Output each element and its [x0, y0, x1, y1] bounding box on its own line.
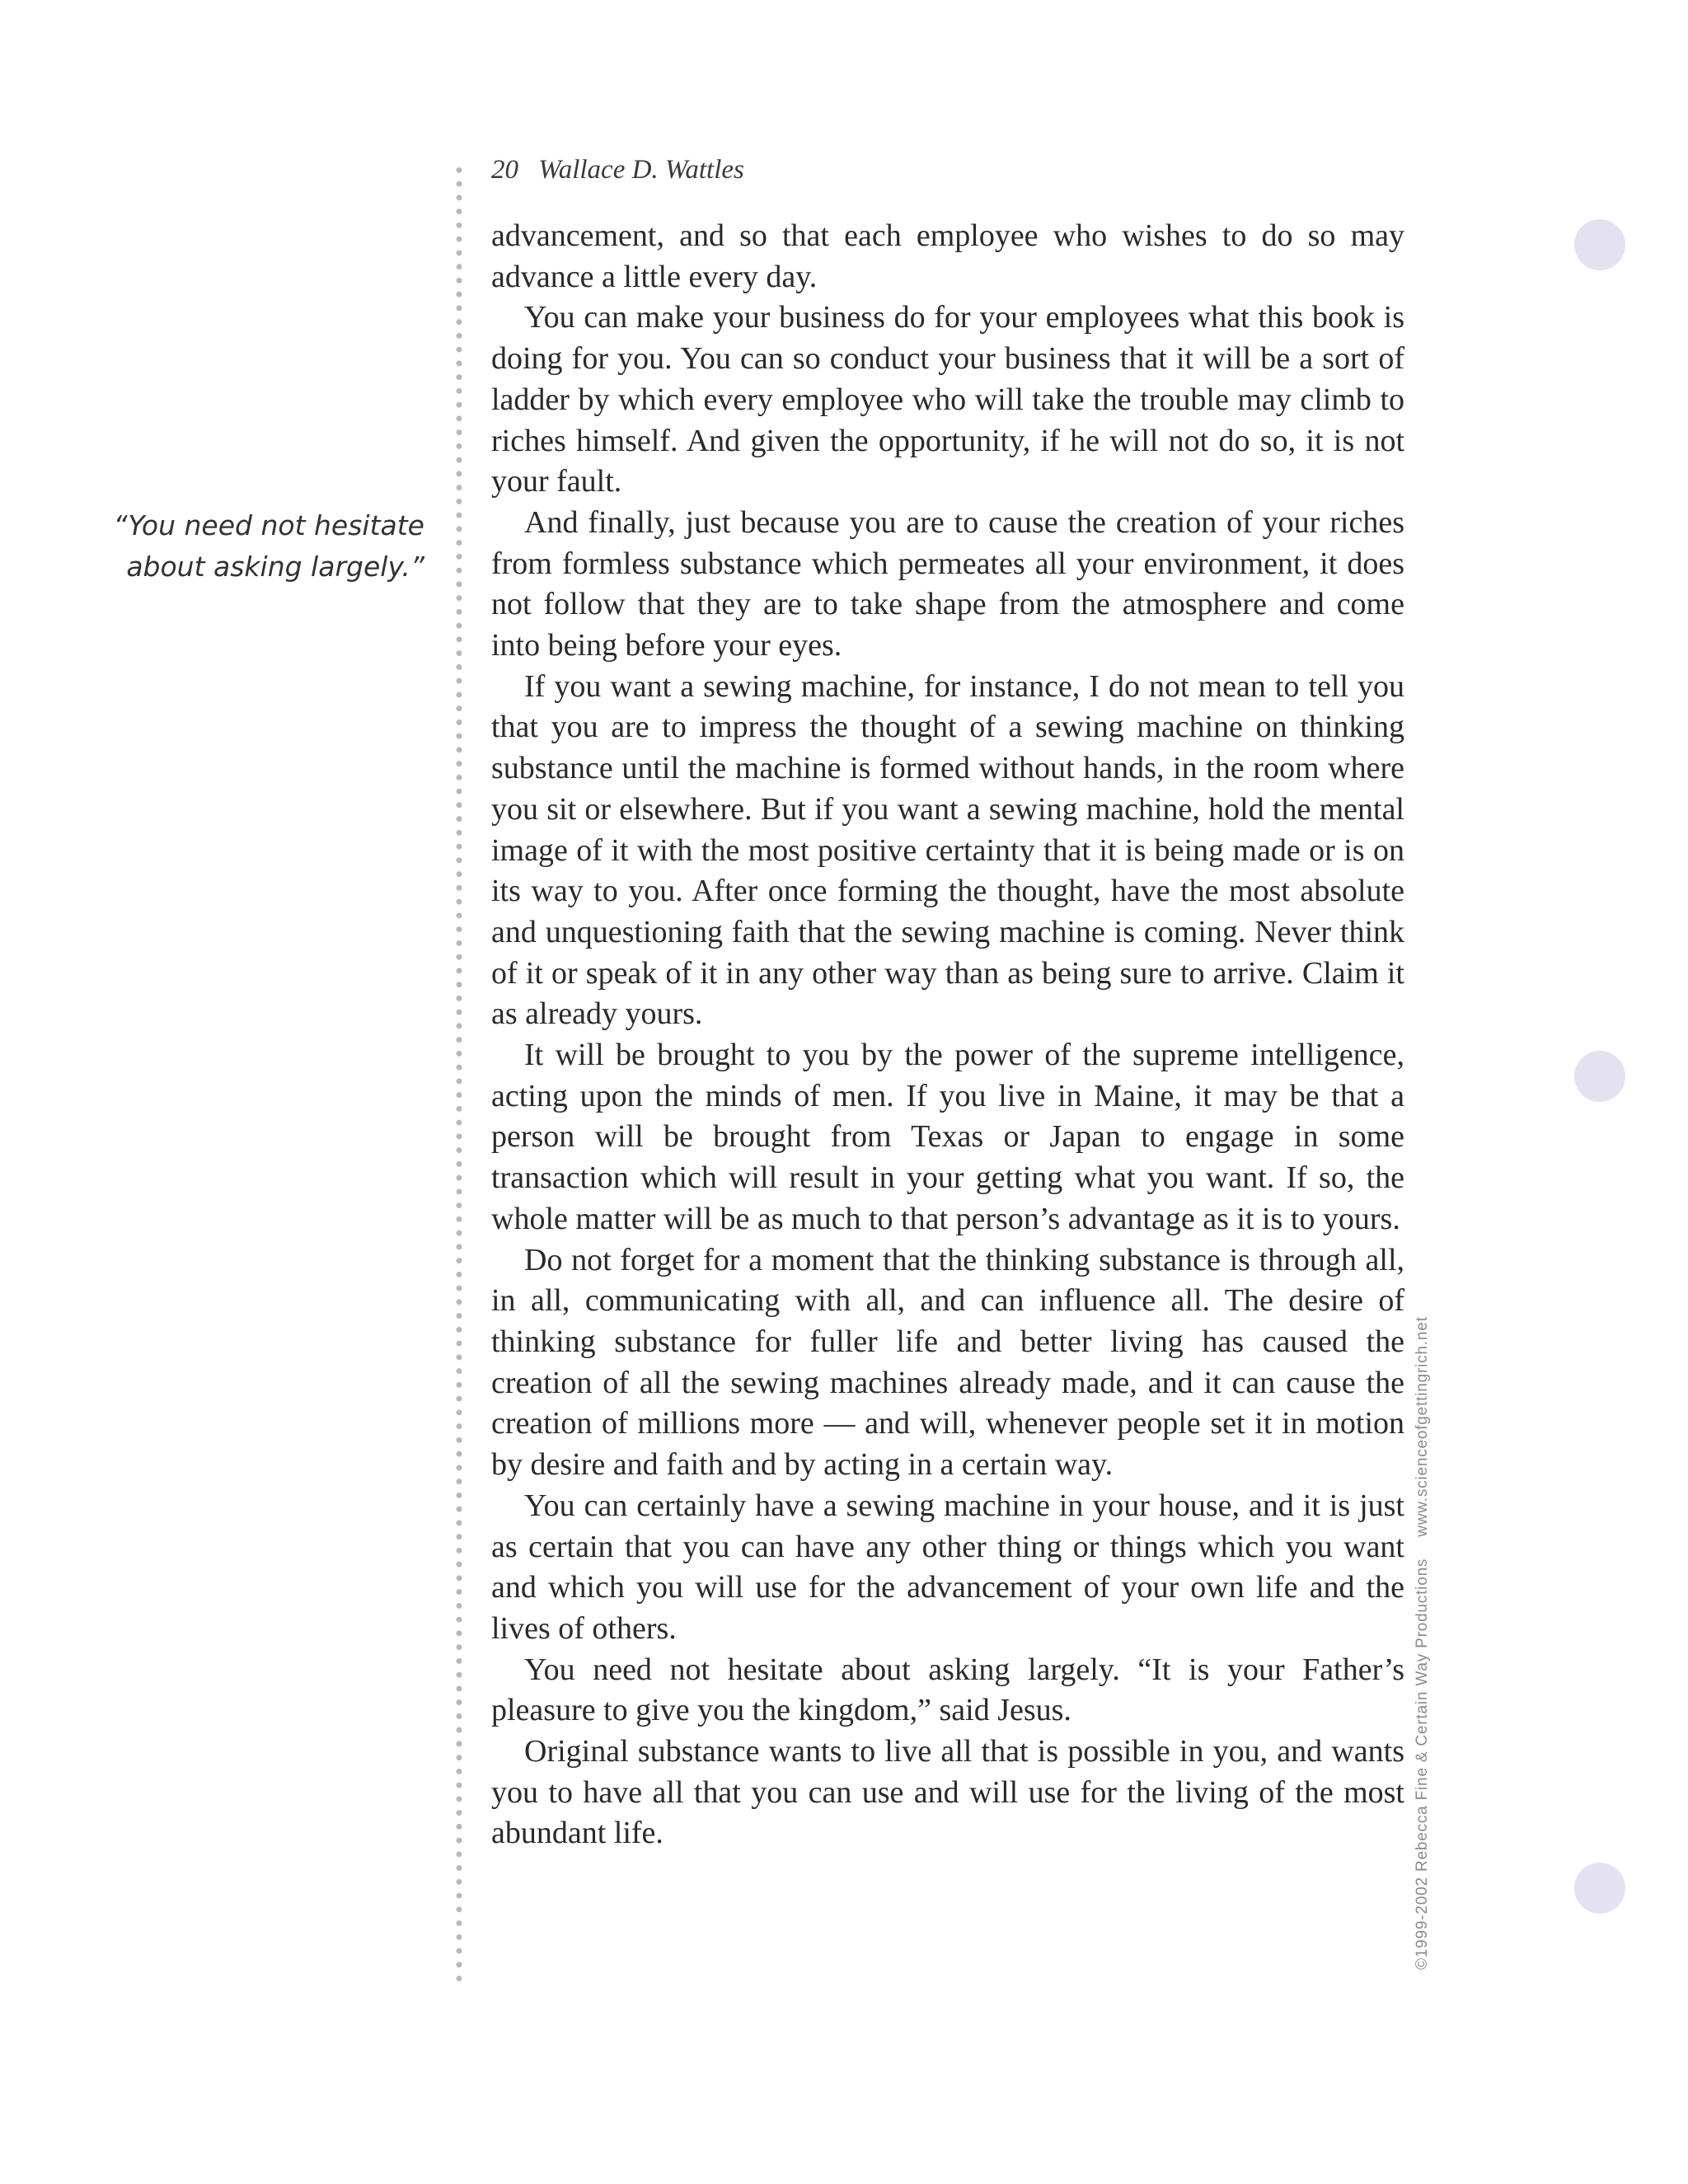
vertical-credit-line — [1414, 1316, 1432, 1970]
copyright-text: ©1999-2002 Rebecca Fine & Certain Way Productions — [1414, 1558, 1431, 1970]
running-head-author: Wallace D. Wattles — [538, 155, 744, 185]
paragraph: It will be brought to you by the power of the supreme intelligence, acting upon the minds of men. If you live in Maine, it may be that a person will be brought from Texas or Japan to engage in some transaction which will result in your getting what you want. If so, the whole matter will be as much to that person’s advantage as it is to yours. — [491, 1038, 1404, 1236]
paragraph: You can certainly have a sewing machine in your house, and it is just as certain that you can have any other thing or things which you want and which you will use for the advancement of your own life and the lives of others. — [491, 1488, 1404, 1646]
body-text — [491, 216, 1404, 1854]
paragraph: And finally, just because you are to cause the creation of your riches from formless substance which permeates all your environment, it does not follow that they are to take shape from the atmosphere and come into being before your eyes. — [491, 504, 1404, 663]
paragraph: Do not forget for a moment that the thinking substance is through all, in all, communicating with all, and can influence all. The desire of thinking substance for fuller life and better living has caused the creation of all the sewing machines already made, and it can cause the creation of millions more — and will, whenever people set it in motion by desire and faith and by acting in a certain way. — [491, 1242, 1404, 1483]
paragraph: You can make your business do for your employees what this book is doing for you. You can so conduct your business that it will be a sort of ladder by which every employee who will take the trouble may climb to riches himself. And given the opportunity, if he will not do so, it is not your fault. — [491, 300, 1404, 499]
punch-hole-bottom — [1574, 1863, 1625, 1914]
punch-hole-middle — [1574, 1051, 1625, 1102]
website-url: www.scienceofgettingrich.net — [1414, 1316, 1431, 1537]
paragraph: advancement, and so that each employee who wishes to do so may advance a little every day. — [491, 218, 1404, 294]
page-number: 20 — [491, 155, 518, 185]
pull-quote: “You need not hesitate about asking largely.” — [113, 509, 424, 583]
paragraph: If you want a sewing machine, for instance, I do not mean to tell you that you are to impress the thought of a sewing machine on thinking substance until the machine is formed without hands, in the room where you sit or elsewhere. But if you want a sewing machine, hold the mental image of it with the most positive certainty that it is being made or is on its way to you. After once forming the thought, have the most absolute and unquestioning faith that the sewing machine is coming. Never think of it or speak of it in any other way than as being sure to arrive. Claim it as already yours. — [491, 668, 1404, 1032]
dotted-margin-rule — [456, 163, 462, 1986]
paragraph: Original substance wants to live all that is possible in you, and wants you to have all that you can use and will use for the living of the most abundant life. — [491, 1734, 1404, 1851]
punch-hole-top — [1574, 219, 1625, 270]
running-head — [491, 155, 744, 185]
paragraph: You need not hesitate about asking largely. “It is your Father’s pleasure to give you the kingdom,” said Jesus. — [491, 1652, 1404, 1728]
